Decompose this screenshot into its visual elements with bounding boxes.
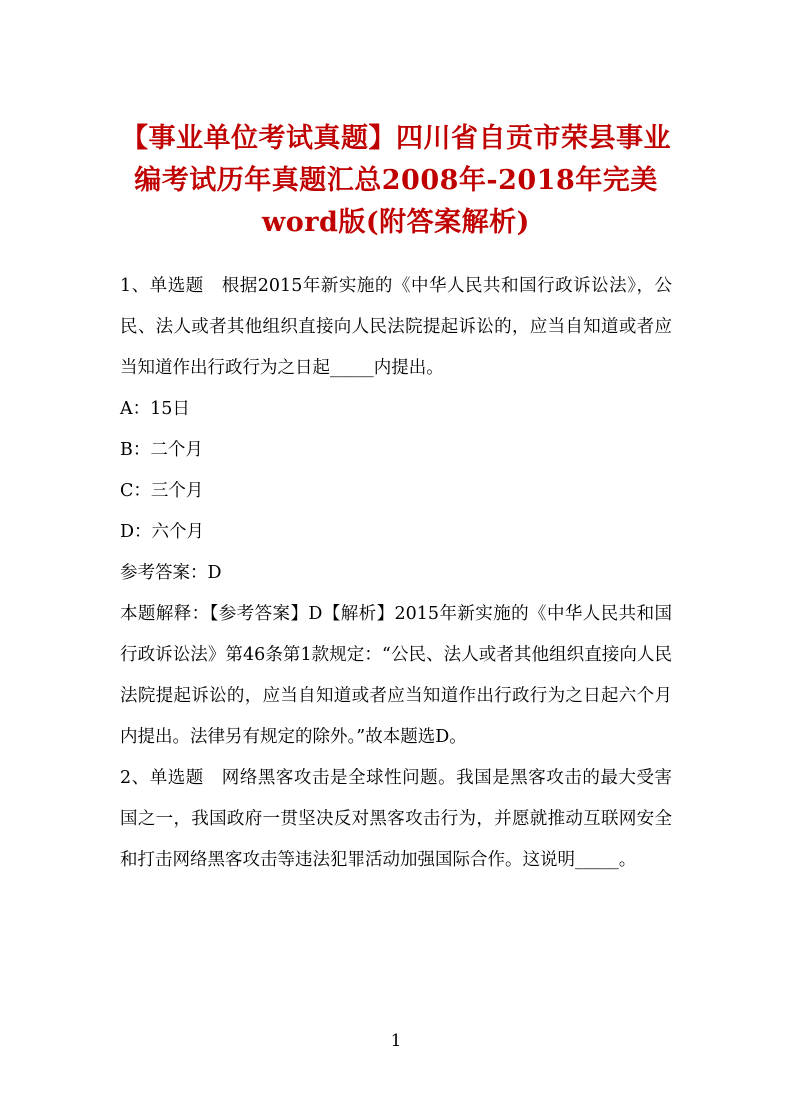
question-1-option-a: A：15日 (120, 399, 190, 419)
page-number: 1 (390, 1031, 402, 1051)
question-2-stem: 2、单选题 网络黑客攻击是全球性问题。我国是黑客攻击的最大受害国之一，我国政府一贯坚决反对黑客攻击行为，并愿就推动互联网安全和打击网络黑客攻击等违法犯罪活动加强国际合作。这说明_____。 (120, 768, 672, 870)
document-title: 【事业单位考试真题】四川省自贡市荣县事业编考试历年真题汇总2008年-2018年完美word版(附答案解析) (121, 123, 671, 238)
question-1-answer: 参考答案：D (120, 563, 222, 583)
question-1-option-c: C：三个月 (120, 481, 204, 501)
question-1-explanation: 本题解释：【参考答案】D【解析】2015年新实施的《中华人民共和国行政诉讼法》第46条第1款规定：“公民、法人或者其他组织直接向人民法院提起诉讼的，应当自知道或者应当知道作出行政行为之日起六个月内提出。法律另有规定的除外。”故本题选D。 (120, 604, 672, 747)
question-1-option-b: B：二个月 (120, 440, 203, 460)
document-body (120, 266, 672, 881)
question-1-stem: 1、单选题 根据2015年新实施的《中华人民共和国行政诉讼法》，公民、法人或者其他组织直接向人民法院提起诉讼的，应当自知道或者应当知道作出行政行为之日起_____内提出。 (120, 276, 672, 378)
question-1-option-d: D：六个月 (120, 522, 205, 542)
